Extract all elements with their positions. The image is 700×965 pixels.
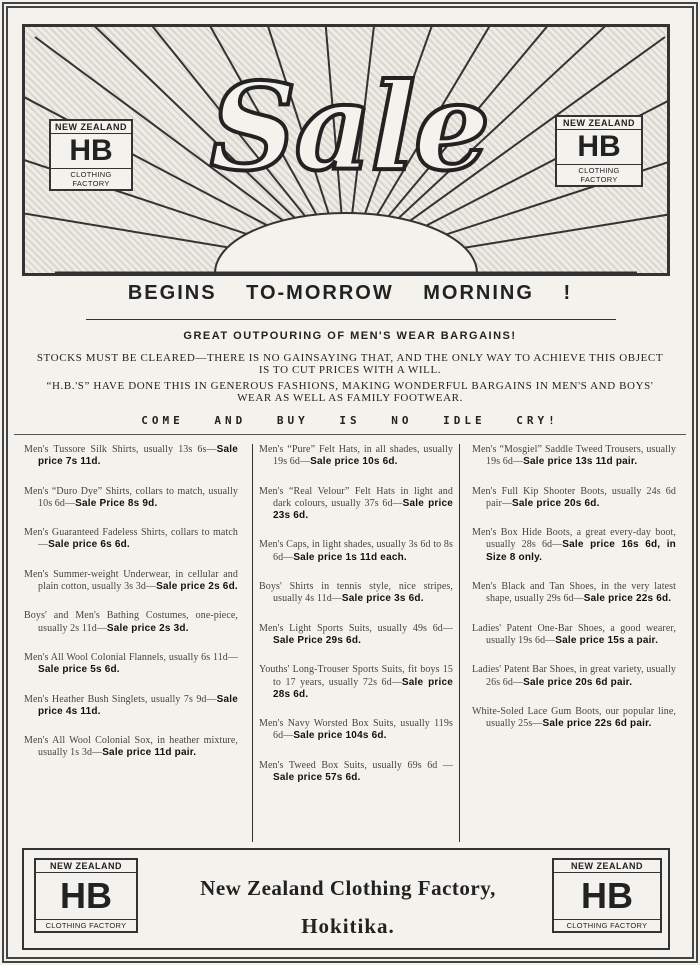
item-sale-price: Sale price 22s 6d pair.	[542, 718, 652, 730]
item-description: Men's Summer-weight Underwear, in cellular and plain cotton, usually 3s 3d—	[24, 568, 238, 593]
sale-headline-text: Sale	[209, 57, 489, 198]
hb-logo-bottom-text: CLOTHING FACTORY	[554, 919, 660, 931]
stocks-line-2: “H.B.'S” HAVE DONE THIS IN GENEROUS FASHIONS, MAKING WONDERFUL BARGAINS IN MEN'S AND BOYS' WEAR AS WELL AS FAMILY FOOTWEAR.	[46, 380, 654, 404]
price-item	[259, 760, 453, 785]
item-description: Men's Box Hide Boots, a great every-day boot, usually 28s 6d—	[472, 527, 676, 551]
hb-logo-top-text: NEW ZEALAND	[51, 121, 131, 134]
item-sale-price: Sale price 20s 6d.	[512, 497, 600, 509]
price-item	[24, 569, 238, 594]
item-sale-price: Sale price 20s 6d pair.	[523, 676, 633, 688]
item-description: Men's Guaranteed Fadeless Shirts, collars to match—	[24, 527, 238, 551]
price-item	[24, 486, 238, 511]
price-item	[259, 664, 453, 701]
price-list	[24, 444, 676, 842]
item-sale-price: Sale price 28s 6d.	[273, 676, 453, 700]
price-item	[259, 486, 453, 523]
item-description: Men's Tussore Silk Shirts, usually 13s 6s—	[24, 444, 217, 455]
stocks-line-1: STOCKS MUST BE CLEARED—THERE IS NO GAINSAYING THAT, AND THE ONLY WAY TO ACHIEVE THIS OBJECT IS TO CUT PRICES WITH A WILL.	[36, 352, 664, 376]
great-outpouring-heading: GREAT OUTPOURING OF MEN'S WEAR BARGAINS!	[183, 330, 517, 342]
item-description: Men's Light Sports Suits, usually 49s 6d—	[259, 622, 453, 634]
price-item	[259, 539, 453, 564]
price-item	[24, 694, 238, 719]
hb-logo-bottom-text: CLOTHING FACTORY	[51, 168, 131, 189]
item-description: Men's Full Kip Shooter Boots, usually 24s 6d pair—	[472, 485, 676, 509]
item-description: Boys' and Men's Bathing Costumes, one-piece, usually 2s 11d—	[24, 610, 238, 634]
price-item	[259, 444, 453, 469]
hb-logo-letters: HB	[60, 875, 112, 916]
price-item	[259, 623, 453, 648]
item-sale-price: Sale Price 29s 6d.	[273, 634, 362, 646]
hb-logo-bottom-text: CLOTHING FACTORY	[557, 164, 641, 185]
item-sale-price: Sale price 57s 6d.	[273, 772, 361, 784]
item-sale-price: Sale price 5s 6d.	[38, 664, 120, 676]
price-item	[472, 706, 676, 731]
item-description: Boys' Shirts in tennis style, nice stripes, usually 4s 11d—	[259, 581, 453, 605]
hb-logo-right	[555, 115, 643, 187]
price-item	[472, 581, 676, 606]
store-town: Hokitika.	[301, 914, 395, 938]
item-sale-price: Sale price 11d pair.	[102, 747, 197, 759]
price-column-1	[24, 444, 244, 842]
price-item	[472, 527, 676, 564]
divider-rule	[86, 319, 616, 320]
price-column-3	[468, 444, 676, 842]
item-description: Men's “Real Velour” Felt Hats in light and dark colours, usually 37s 6d—	[259, 485, 453, 509]
price-column-2	[252, 444, 460, 842]
price-item	[24, 735, 238, 760]
divider-rule	[14, 434, 686, 435]
footer-box	[22, 848, 670, 950]
item-description: Men's “Pure” Felt Hats, in all shades, usually 19s 6d—	[259, 444, 453, 468]
hb-logo-letters: HB	[581, 875, 633, 916]
price-item	[472, 486, 676, 511]
price-item	[472, 623, 676, 648]
hb-logo-top-text: NEW ZEALAND	[557, 117, 641, 130]
item-sale-price: Sale price 15s a pair.	[555, 634, 659, 646]
item-sale-price: Sale price 104s 6d.	[293, 730, 387, 742]
item-description: Youths' Long-Trouser Sports Suits, fit boys 15 to 17 years, usually 72s 6d—	[259, 664, 453, 688]
hb-logo-letters: HB	[69, 134, 113, 167]
item-description: Ladies' Patent Bar Shoes, in great variety, usually 26s 6d—	[472, 664, 676, 688]
hb-logo-letters: HB	[577, 130, 621, 163]
item-sale-price: Sale price 2s 3d.	[106, 622, 189, 634]
hb-logo-top-text: NEW ZEALAND	[36, 860, 136, 873]
ad-content	[14, 14, 686, 951]
item-sale-price: Sale Price 8s 9d.	[75, 497, 158, 509]
store-name: New Zealand Clothing Factory,	[200, 876, 496, 900]
item-sale-price: Sale price 2s 6d.	[156, 581, 238, 593]
price-item	[24, 527, 238, 552]
hb-logo-top-text: NEW ZEALAND	[554, 860, 660, 873]
item-sale-price: Sale price 6s 6d.	[48, 539, 130, 551]
price-item	[24, 652, 238, 677]
price-item	[24, 444, 238, 469]
item-description: Men's “Mosgiel” Saddle Tweed Trousers, usually 19s 6d—	[472, 444, 676, 468]
price-item	[259, 718, 453, 743]
price-item	[259, 581, 453, 606]
begins-heading: BEGINS TO-MORROW MORNING !	[127, 282, 573, 304]
hb-logo-left	[49, 119, 133, 191]
item-sale-price: Sale price 7s 11d.	[38, 444, 238, 468]
item-description: Men's Tweed Box Suits, usually 69s 6d —	[259, 759, 453, 771]
item-description: Men's All Wool Colonial Flannels, usually 6s 11d—	[24, 651, 238, 663]
hb-logo-footer-right	[552, 858, 662, 933]
item-sale-price: Sale price 4s 11d.	[38, 693, 238, 717]
item-description: Men's Caps, in light shades, usually 3s 6d to 8s 6d—	[259, 539, 453, 563]
price-item	[472, 664, 676, 689]
item-sale-price: Sale price 16s 6d, in Size 8 only.	[486, 539, 676, 563]
item-description: Ladies' Patent One-Bar Shoes, a good wearer, usually 19s 6d—	[472, 622, 676, 646]
stocks-paragraph	[34, 352, 666, 404]
item-sale-price: Sale price 10s 6d.	[310, 456, 398, 468]
item-description: Men's “Duro Dye” Shirts, collars to match, usually 10s 6d—	[24, 485, 238, 509]
hb-logo-footer-left	[34, 858, 138, 933]
price-item	[24, 610, 238, 635]
sale-banner	[22, 24, 670, 276]
item-description: White-Soled Lace Gum Boots, our popular line, usually 25s—	[472, 705, 676, 730]
hb-logo-bottom-text: CLOTHING FACTORY	[36, 919, 136, 931]
item-sale-price: Sale price 1s 11d each.	[293, 551, 407, 563]
item-sale-price: Sale price 13s 11d pair.	[523, 456, 638, 468]
item-description: Men's Black and Tan Shoes, in the very latest shape, usually 29s 6d—	[472, 581, 676, 605]
item-description: Men's All Wool Colonial Sox, in heather mixture, usually 1s 3d—	[24, 735, 238, 759]
item-description: Men's Navy Worsted Box Suits, usually 119s 6d—	[259, 718, 453, 742]
item-description: Men's Heather Bush Singlets, usually 7s 9d—	[24, 693, 217, 705]
item-sale-price: Sale price 3s 6d.	[341, 593, 424, 605]
come-and-buy-heading: COME AND BUY IS NO IDLE CRY!	[141, 414, 559, 427]
price-item	[472, 444, 676, 469]
item-sale-price: Sale price 22s 6d.	[583, 593, 672, 605]
item-sale-price: Sale price 23s 6d.	[273, 497, 453, 522]
